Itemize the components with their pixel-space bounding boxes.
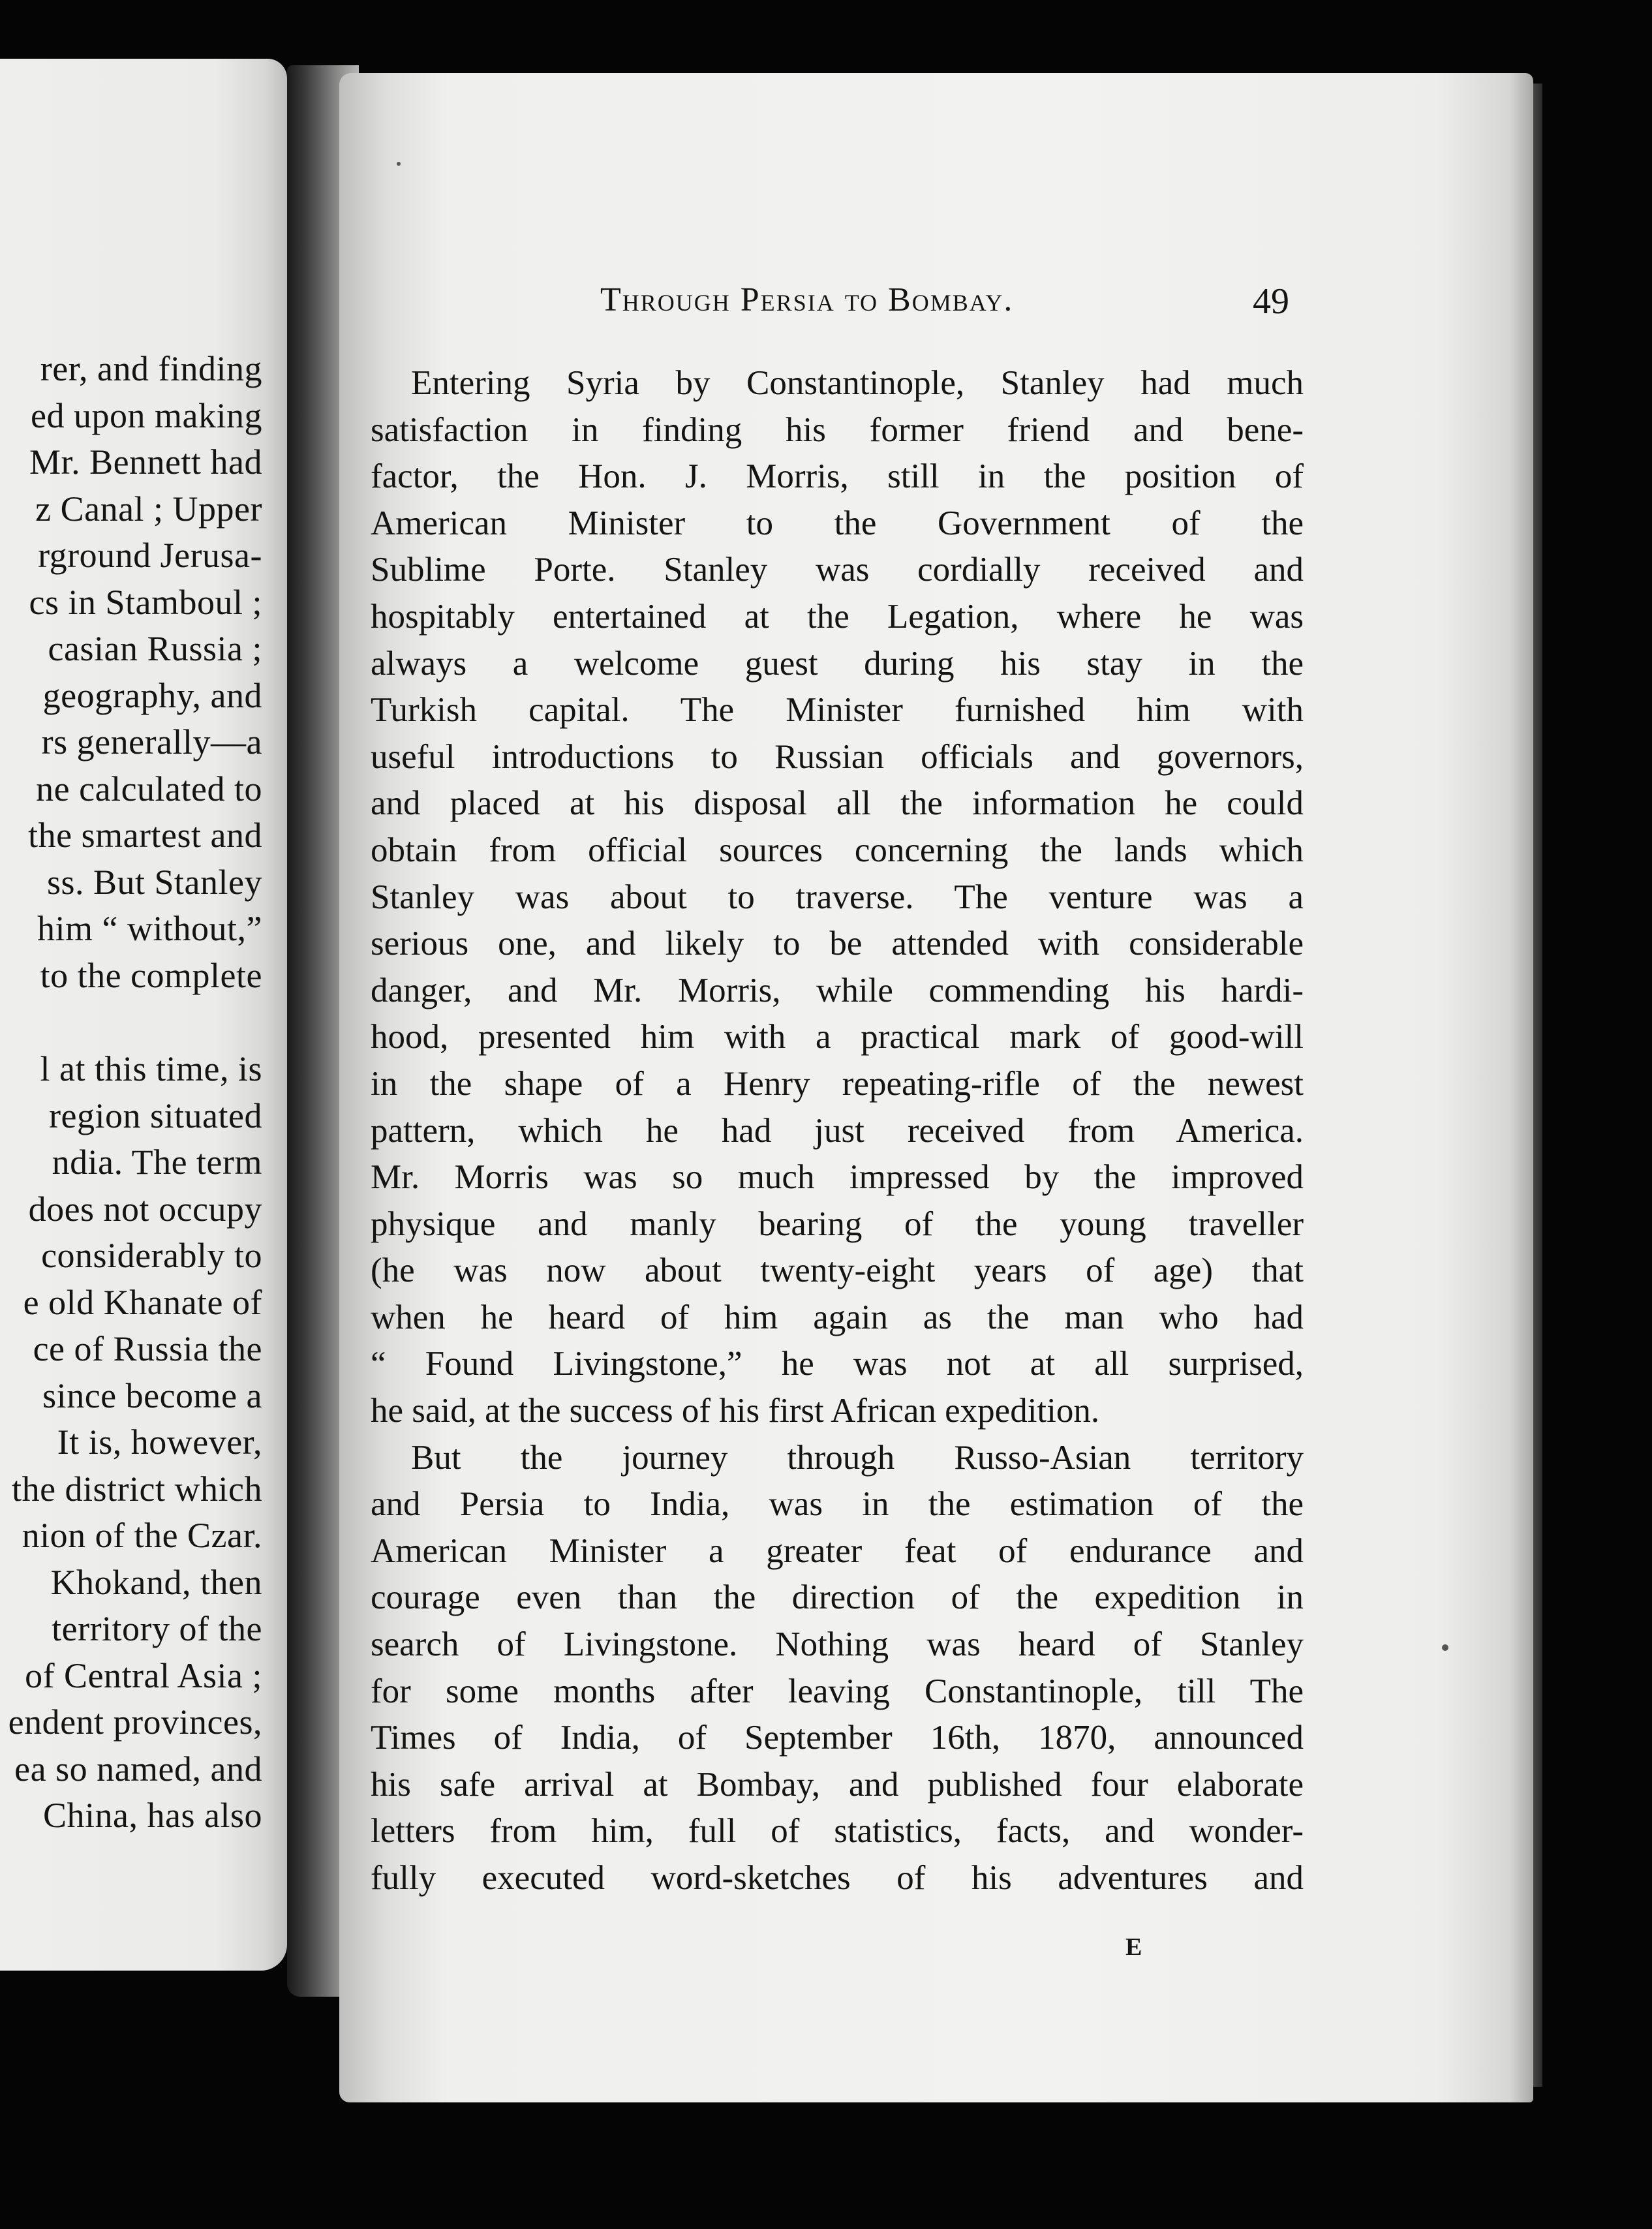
text-line: useful introductions to Russian officials and governors, [371,737,1304,776]
paragraph-gap [0,999,262,1046]
text-line: Stanley was about to traverse. The venture was a [371,878,1304,916]
text-line: rs generally—a [41,722,262,761]
text-line: and Persia to India, was in the estimation of the [371,1485,1304,1524]
text-line: rer, and finding [40,349,262,388]
text-line: considerably to [41,1236,262,1275]
text-line: nion of the Czar. [22,1516,262,1555]
text-line: But the journey through Russo-Asian territory [411,1438,1304,1477]
text-line: casian Russia ; [48,629,262,668]
text-line: territory of the [52,1609,262,1648]
text-line: ss. But Stanley [46,862,262,902]
text-line: pattern, which he had just received from America. [371,1111,1304,1150]
paper-speck [1442,1644,1448,1651]
text-line: hood, presented him with a practical mark of good-will [371,1018,1304,1056]
text-line: geography, and [42,675,262,715]
text-line: ndia. The term [52,1143,262,1182]
text-line: physique and manly bearing of the young traveller [371,1205,1304,1243]
text-line: Entering Syria by Constantinople, Stanley had much [411,364,1304,402]
text-line: in the shape of a Henry repeating-rifle of the newest [371,1064,1304,1103]
text-line: letters from him, full of statistics, facts, and wonder- [371,1812,1304,1851]
running-title: Through Persia to Bombay. [600,281,1014,318]
text-line: Mr. Morris was so much impressed by the improved [371,1158,1304,1197]
text-line: when he heard of him again as the man who had [371,1298,1304,1336]
page-number: 49 [1253,281,1289,322]
text-line: American Minister a greater feat of endurance and [371,1531,1304,1570]
text-line: courage even than the direction of the expedition in [371,1578,1304,1617]
text-line: ne calculated to [36,769,262,808]
text-line: e old Khanate of [23,1282,262,1322]
running-head [600,281,1514,319]
text-line: Turkish capital. The Minister furnished him with [371,691,1304,730]
text-line: ed upon making [31,395,262,435]
text-line: China, has also [43,1796,262,1835]
text-line: and placed at his disposal all the information he could [371,784,1304,823]
text-line: satisfaction in finding his former friend and bene- [371,410,1304,449]
text-line: for some months after leaving Constantinople, till The [371,1672,1304,1710]
text-line: danger, and Mr. Morris, while commending his hardi- [371,971,1304,1009]
text-line: z Canal ; Upper [35,489,262,529]
text-line: does not occupy [28,1189,262,1229]
text-line: factor, the Hon. J. Morris, still in the position of [371,457,1304,496]
text-line: American Minister to the Government of the [371,504,1304,542]
text-line: It is, however, [57,1422,262,1462]
signature-mark: E [1125,1933,1142,1961]
text-line: cs in Stamboul ; [29,582,262,622]
text-line: Mr. Bennett had [29,442,262,482]
text-line: Sublime Porte. Stanley was cordially received and [371,551,1304,589]
text-line: his safe arrival at Bombay, and published four elaborate [371,1765,1304,1804]
text-line: serious one, and likely to be attended with considerable [371,925,1304,963]
text-line: fully executed word-sketches of his adventures and [371,1859,1304,1897]
text-line: (he was now about twenty-eight years of age) that [371,1252,1304,1290]
text-line: him “ without,” [37,909,262,948]
text-line: Times of India, of September 16th, 1870, announced [371,1719,1304,1757]
text-line: ce of Russia the [33,1329,262,1368]
text-line: endent provinces, [8,1702,262,1742]
left-page-text [0,346,262,1839]
text-line: Khokand, then [50,1562,262,1602]
body-text [371,360,1304,1902]
text-line: since become a [42,1376,262,1415]
text-line: the smartest and [28,816,262,855]
text-line: search of Livingstone. Nothing was heard of Stanley [371,1625,1304,1664]
text-line: hospitably entertained at the Legation, where he was [371,597,1304,636]
text-line: of Central Asia ; [25,1655,262,1695]
text-line: region situated [49,1096,262,1135]
paper-speck [397,162,401,166]
text-line: l at this time, is [40,1049,262,1088]
left-page [0,59,287,1971]
text-line: “ Found Livingstone,” he was not at all surprised, [371,1345,1304,1383]
text-line: to the complete [40,955,262,995]
right-page [339,73,1533,2102]
text-line: the district which [12,1469,262,1509]
text-line: ea so named, and [14,1749,262,1789]
text-line: obtain from official sources concerning the lands which [371,831,1304,869]
text-line: rground Jerusa- [38,536,262,575]
text-line: he said, at the success of his first African expedition. [371,1392,1100,1430]
text-line: always a welcome guest during his stay in the [371,644,1304,683]
